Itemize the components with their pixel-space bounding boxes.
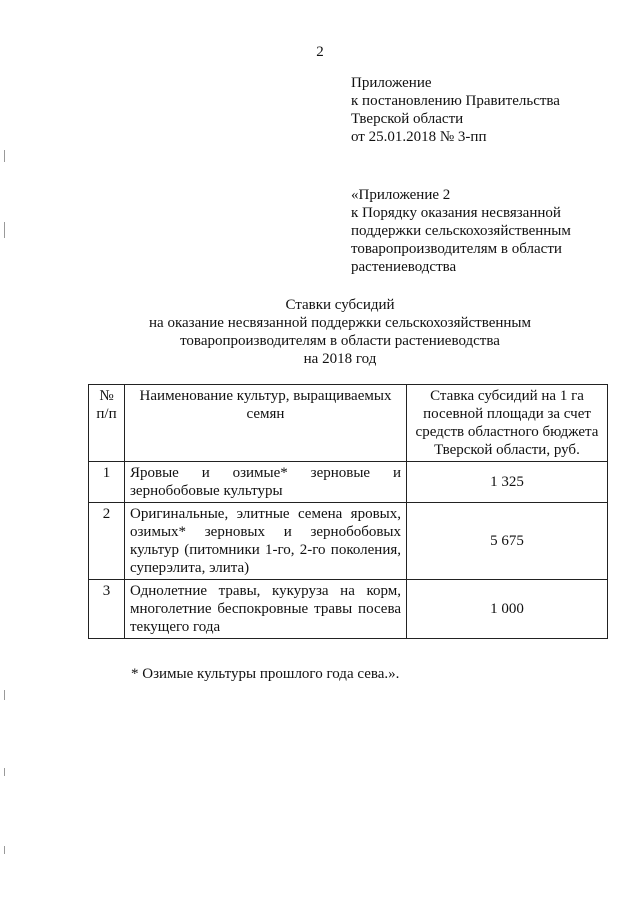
appendix-header-line: от 25.01.2018 № 3-пп: [351, 129, 487, 145]
title-line: на 2018 год: [303, 351, 377, 367]
table-row: [89, 580, 608, 639]
table-header-row: [89, 385, 608, 462]
appendix-header-line: Тверской области: [351, 111, 464, 127]
title-line: на оказание несвязанной поддержки сельскохозяйственным: [149, 315, 531, 331]
appendix-2-line: к Порядку оказания несвязанной: [351, 205, 561, 221]
appendix-2-line: поддержки сельскохозяйственным: [351, 223, 571, 239]
scan-margin-mark: [4, 690, 5, 700]
appendix-2-line: растениеводства: [351, 259, 457, 275]
appendix-header: [351, 74, 560, 146]
scan-margin-mark: [4, 222, 5, 238]
row-crop: Однолетние травы, кукуруза на корм, многолетние беспокровные травы посева текущего года: [125, 580, 407, 639]
scan-margin-mark: [4, 768, 5, 776]
page-number: 2: [316, 44, 324, 60]
appendix-header-line: Приложение: [351, 75, 432, 91]
header-num: № п/п: [89, 385, 125, 462]
scan-margin-mark: [4, 150, 5, 162]
appendix-header-line: к постановлению Правительства: [351, 93, 560, 109]
table-row: [89, 503, 608, 580]
row-num: 2: [89, 503, 125, 580]
footnote: * Озимые культуры прошлого года сева.».: [131, 666, 400, 682]
document-title: [40, 296, 640, 368]
appendix-2-line: товаропроизводителям в области: [351, 241, 562, 257]
row-crop: Яровые и озимые* зерновые и зернобобовые культуры: [125, 462, 407, 503]
scan-margin-mark: [4, 846, 5, 854]
header-rate: Ставка субсидий на 1 га посевной площади за счет средств областного бюджета Тверской области, руб.: [407, 385, 608, 462]
row-num: 1: [89, 462, 125, 503]
subsidy-rates-table: [88, 384, 608, 639]
title-line: Ставки субсидий: [285, 297, 395, 313]
row-rate: 5 675: [407, 503, 608, 580]
table-row: [89, 462, 608, 503]
title-line: товаропроизводителям в области растениеводства: [180, 333, 500, 349]
appendix-2-header: [351, 186, 571, 276]
row-num: 3: [89, 580, 125, 639]
row-rate: 1 325: [407, 462, 608, 503]
header-crop: Наименование культур, выращиваемых семян: [125, 385, 407, 462]
row-rate: 1 000: [407, 580, 608, 639]
row-crop: Оригинальные, элитные семена яровых, озимых* зерновых и зернобобовых культур (питомники 1-го, 2-го поколения, суперэлита, элита): [125, 503, 407, 580]
appendix-2-line: «Приложение 2: [351, 187, 451, 203]
